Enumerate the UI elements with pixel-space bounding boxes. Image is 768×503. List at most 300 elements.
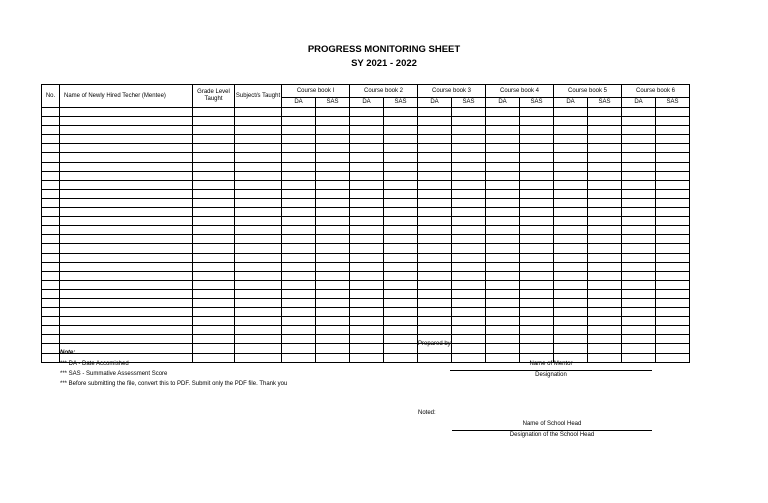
table-cell[interactable] xyxy=(418,189,452,198)
table-cell[interactable] xyxy=(486,117,520,126)
table-cell[interactable] xyxy=(486,317,520,326)
table-cell[interactable] xyxy=(316,262,350,271)
table-cell[interactable] xyxy=(588,108,622,117)
table-cell[interactable] xyxy=(554,280,588,289)
table-cell[interactable] xyxy=(235,344,282,353)
table-cell[interactable] xyxy=(622,308,656,317)
table-cell[interactable] xyxy=(42,289,60,298)
table-cell[interactable] xyxy=(350,271,384,280)
table-cell[interactable] xyxy=(622,335,656,344)
table-cell[interactable] xyxy=(554,153,588,162)
table-cell[interactable] xyxy=(554,226,588,235)
table-cell[interactable] xyxy=(316,208,350,217)
table-cell[interactable] xyxy=(554,144,588,153)
table-cell[interactable] xyxy=(656,298,690,307)
table-cell[interactable] xyxy=(235,144,282,153)
table-cell[interactable] xyxy=(656,335,690,344)
table-cell[interactable] xyxy=(60,289,193,298)
table-cell[interactable] xyxy=(350,108,384,117)
table-cell[interactable] xyxy=(193,271,235,280)
table-cell[interactable] xyxy=(384,280,418,289)
table-cell[interactable] xyxy=(60,226,193,235)
table-cell[interactable] xyxy=(452,280,486,289)
table-cell[interactable] xyxy=(235,153,282,162)
table-cell[interactable] xyxy=(656,308,690,317)
table-cell[interactable] xyxy=(486,244,520,253)
table-cell[interactable] xyxy=(554,126,588,135)
table-cell[interactable] xyxy=(452,180,486,189)
table-cell[interactable] xyxy=(235,298,282,307)
table-cell[interactable] xyxy=(588,198,622,207)
table-cell[interactable] xyxy=(193,244,235,253)
table-cell[interactable] xyxy=(350,262,384,271)
table-cell[interactable] xyxy=(42,198,60,207)
table-cell[interactable] xyxy=(588,180,622,189)
table-cell[interactable] xyxy=(588,189,622,198)
table-cell[interactable] xyxy=(588,298,622,307)
table-cell[interactable] xyxy=(554,171,588,180)
table-cell[interactable] xyxy=(235,235,282,244)
table-cell[interactable] xyxy=(486,208,520,217)
table-cell[interactable] xyxy=(656,117,690,126)
table-cell[interactable] xyxy=(316,144,350,153)
table-cell[interactable] xyxy=(486,262,520,271)
table-cell[interactable] xyxy=(316,271,350,280)
table-cell[interactable] xyxy=(350,162,384,171)
table-cell[interactable] xyxy=(486,198,520,207)
table-cell[interactable] xyxy=(554,317,588,326)
table-cell[interactable] xyxy=(282,262,316,271)
table-cell[interactable] xyxy=(520,189,554,198)
table-cell[interactable] xyxy=(60,108,193,117)
table-cell[interactable] xyxy=(384,244,418,253)
table-cell[interactable] xyxy=(350,317,384,326)
table-cell[interactable] xyxy=(350,280,384,289)
table-cell[interactable] xyxy=(282,144,316,153)
table-cell[interactable] xyxy=(452,335,486,344)
table-cell[interactable] xyxy=(235,135,282,144)
table-cell[interactable] xyxy=(42,353,60,362)
table-cell[interactable] xyxy=(656,353,690,362)
table-cell[interactable] xyxy=(622,171,656,180)
table-cell[interactable] xyxy=(588,317,622,326)
table-cell[interactable] xyxy=(520,135,554,144)
table-cell[interactable] xyxy=(193,126,235,135)
table-cell[interactable] xyxy=(235,189,282,198)
table-cell[interactable] xyxy=(193,217,235,226)
table-cell[interactable] xyxy=(452,208,486,217)
table-cell[interactable] xyxy=(622,235,656,244)
table-cell[interactable] xyxy=(554,217,588,226)
table-cell[interactable] xyxy=(282,317,316,326)
table-cell[interactable] xyxy=(282,335,316,344)
table-cell[interactable] xyxy=(350,289,384,298)
table-cell[interactable] xyxy=(350,153,384,162)
table-cell[interactable] xyxy=(60,244,193,253)
table-cell[interactable] xyxy=(282,208,316,217)
table-cell[interactable] xyxy=(554,335,588,344)
table-cell[interactable] xyxy=(384,262,418,271)
table-cell[interactable] xyxy=(42,144,60,153)
table-cell[interactable] xyxy=(42,335,60,344)
table-cell[interactable] xyxy=(520,271,554,280)
table-cell[interactable] xyxy=(316,126,350,135)
table-cell[interactable] xyxy=(418,353,452,362)
table-cell[interactable] xyxy=(588,144,622,153)
table-cell[interactable] xyxy=(452,108,486,117)
table-cell[interactable] xyxy=(316,280,350,289)
table-cell[interactable] xyxy=(486,298,520,307)
table-cell[interactable] xyxy=(622,144,656,153)
table-cell[interactable] xyxy=(193,189,235,198)
table-cell[interactable] xyxy=(520,280,554,289)
table-cell[interactable] xyxy=(60,189,193,198)
table-cell[interactable] xyxy=(235,280,282,289)
table-cell[interactable] xyxy=(656,280,690,289)
table-cell[interactable] xyxy=(350,126,384,135)
table-cell[interactable] xyxy=(554,208,588,217)
table-cell[interactable] xyxy=(316,298,350,307)
table-cell[interactable] xyxy=(60,335,193,344)
table-cell[interactable] xyxy=(622,280,656,289)
table-cell[interactable] xyxy=(316,353,350,362)
table-cell[interactable] xyxy=(350,217,384,226)
table-cell[interactable] xyxy=(486,144,520,153)
table-cell[interactable] xyxy=(588,117,622,126)
table-cell[interactable] xyxy=(235,317,282,326)
table-cell[interactable] xyxy=(554,308,588,317)
table-cell[interactable] xyxy=(588,162,622,171)
table-cell[interactable] xyxy=(520,108,554,117)
table-cell[interactable] xyxy=(42,317,60,326)
table-cell[interactable] xyxy=(193,108,235,117)
table-cell[interactable] xyxy=(42,235,60,244)
table-cell[interactable] xyxy=(384,162,418,171)
table-cell[interactable] xyxy=(622,162,656,171)
table-cell[interactable] xyxy=(235,271,282,280)
table-cell[interactable] xyxy=(42,308,60,317)
table-cell[interactable] xyxy=(42,344,60,353)
table-cell[interactable] xyxy=(193,198,235,207)
table-cell[interactable] xyxy=(418,235,452,244)
table-cell[interactable] xyxy=(350,226,384,235)
table-cell[interactable] xyxy=(384,108,418,117)
table-cell[interactable] xyxy=(282,353,316,362)
table-cell[interactable] xyxy=(42,153,60,162)
table-cell[interactable] xyxy=(60,317,193,326)
table-cell[interactable] xyxy=(235,217,282,226)
table-cell[interactable] xyxy=(554,298,588,307)
table-cell[interactable] xyxy=(418,317,452,326)
table-cell[interactable] xyxy=(316,235,350,244)
table-cell[interactable] xyxy=(282,271,316,280)
table-cell[interactable] xyxy=(235,126,282,135)
table-cell[interactable] xyxy=(520,226,554,235)
table-cell[interactable] xyxy=(316,135,350,144)
table-cell[interactable] xyxy=(418,117,452,126)
table-cell[interactable] xyxy=(452,117,486,126)
table-cell[interactable] xyxy=(60,326,193,335)
table-cell[interactable] xyxy=(452,162,486,171)
table-cell[interactable] xyxy=(384,271,418,280)
table-cell[interactable] xyxy=(554,262,588,271)
table-cell[interactable] xyxy=(486,335,520,344)
table-cell[interactable] xyxy=(520,344,554,353)
table-cell[interactable] xyxy=(282,253,316,262)
table-cell[interactable] xyxy=(60,153,193,162)
table-cell[interactable] xyxy=(60,162,193,171)
table-cell[interactable] xyxy=(418,153,452,162)
table-cell[interactable] xyxy=(384,217,418,226)
table-cell[interactable] xyxy=(452,126,486,135)
table-cell[interactable] xyxy=(656,217,690,226)
table-cell[interactable] xyxy=(486,171,520,180)
table-cell[interactable] xyxy=(60,271,193,280)
table-cell[interactable] xyxy=(622,253,656,262)
table-cell[interactable] xyxy=(622,135,656,144)
table-cell[interactable] xyxy=(588,226,622,235)
table-cell[interactable] xyxy=(418,126,452,135)
table-cell[interactable] xyxy=(384,135,418,144)
table-cell[interactable] xyxy=(622,217,656,226)
table-cell[interactable] xyxy=(60,280,193,289)
table-cell[interactable] xyxy=(554,108,588,117)
table-cell[interactable] xyxy=(316,308,350,317)
table-cell[interactable] xyxy=(418,144,452,153)
table-cell[interactable] xyxy=(42,180,60,189)
table-cell[interactable] xyxy=(554,326,588,335)
table-cell[interactable] xyxy=(384,153,418,162)
table-cell[interactable] xyxy=(316,317,350,326)
table-cell[interactable] xyxy=(486,162,520,171)
table-cell[interactable] xyxy=(554,271,588,280)
table-cell[interactable] xyxy=(656,189,690,198)
table-cell[interactable] xyxy=(656,226,690,235)
table-cell[interactable] xyxy=(656,271,690,280)
table-cell[interactable] xyxy=(235,171,282,180)
table-cell[interactable] xyxy=(42,217,60,226)
table-cell[interactable] xyxy=(235,198,282,207)
table-cell[interactable] xyxy=(282,298,316,307)
table-cell[interactable] xyxy=(193,171,235,180)
table-cell[interactable] xyxy=(316,108,350,117)
table-cell[interactable] xyxy=(418,280,452,289)
table-cell[interactable] xyxy=(418,208,452,217)
table-cell[interactable] xyxy=(235,262,282,271)
table-cell[interactable] xyxy=(588,171,622,180)
table-cell[interactable] xyxy=(350,208,384,217)
table-cell[interactable] xyxy=(656,171,690,180)
table-cell[interactable] xyxy=(588,217,622,226)
table-cell[interactable] xyxy=(193,153,235,162)
table-cell[interactable] xyxy=(60,144,193,153)
table-cell[interactable] xyxy=(622,317,656,326)
table-cell[interactable] xyxy=(193,335,235,344)
table-cell[interactable] xyxy=(520,262,554,271)
table-cell[interactable] xyxy=(486,108,520,117)
table-cell[interactable] xyxy=(193,180,235,189)
table-cell[interactable] xyxy=(452,253,486,262)
table-cell[interactable] xyxy=(384,189,418,198)
table-cell[interactable] xyxy=(316,335,350,344)
table-cell[interactable] xyxy=(520,235,554,244)
table-cell[interactable] xyxy=(554,244,588,253)
table-cell[interactable] xyxy=(622,226,656,235)
table-cell[interactable] xyxy=(520,217,554,226)
table-cell[interactable] xyxy=(486,189,520,198)
table-cell[interactable] xyxy=(193,262,235,271)
table-cell[interactable] xyxy=(656,108,690,117)
table-cell[interactable] xyxy=(554,180,588,189)
table-cell[interactable] xyxy=(42,271,60,280)
table-cell[interactable] xyxy=(316,162,350,171)
table-cell[interactable] xyxy=(193,135,235,144)
table-cell[interactable] xyxy=(588,235,622,244)
table-cell[interactable] xyxy=(60,198,193,207)
table-cell[interactable] xyxy=(193,317,235,326)
table-cell[interactable] xyxy=(350,344,384,353)
table-cell[interactable] xyxy=(316,171,350,180)
table-cell[interactable] xyxy=(418,217,452,226)
table-cell[interactable] xyxy=(193,162,235,171)
table-cell[interactable] xyxy=(60,262,193,271)
table-cell[interactable] xyxy=(282,280,316,289)
table-cell[interactable] xyxy=(282,226,316,235)
table-cell[interactable] xyxy=(452,235,486,244)
table-cell[interactable] xyxy=(384,180,418,189)
table-cell[interactable] xyxy=(554,344,588,353)
table-cell[interactable] xyxy=(384,253,418,262)
table-cell[interactable] xyxy=(486,253,520,262)
table-cell[interactable] xyxy=(520,289,554,298)
table-cell[interactable] xyxy=(452,189,486,198)
table-cell[interactable] xyxy=(452,135,486,144)
table-cell[interactable] xyxy=(520,153,554,162)
table-cell[interactable] xyxy=(316,244,350,253)
table-cell[interactable] xyxy=(316,198,350,207)
table-cell[interactable] xyxy=(588,344,622,353)
table-cell[interactable] xyxy=(554,117,588,126)
table-cell[interactable] xyxy=(418,308,452,317)
table-cell[interactable] xyxy=(316,344,350,353)
table-cell[interactable] xyxy=(316,289,350,298)
table-cell[interactable] xyxy=(316,153,350,162)
table-cell[interactable] xyxy=(418,180,452,189)
table-cell[interactable] xyxy=(656,244,690,253)
table-cell[interactable] xyxy=(656,162,690,171)
table-cell[interactable] xyxy=(622,344,656,353)
table-cell[interactable] xyxy=(384,326,418,335)
table-cell[interactable] xyxy=(588,153,622,162)
table-cell[interactable] xyxy=(350,308,384,317)
table-cell[interactable] xyxy=(282,135,316,144)
table-cell[interactable] xyxy=(622,108,656,117)
table-cell[interactable] xyxy=(193,208,235,217)
table-cell[interactable] xyxy=(42,189,60,198)
table-cell[interactable] xyxy=(384,226,418,235)
table-cell[interactable] xyxy=(193,353,235,362)
table-cell[interactable] xyxy=(520,198,554,207)
table-cell[interactable] xyxy=(235,108,282,117)
table-cell[interactable] xyxy=(622,289,656,298)
table-cell[interactable] xyxy=(452,344,486,353)
table-cell[interactable] xyxy=(316,189,350,198)
table-cell[interactable] xyxy=(42,126,60,135)
table-cell[interactable] xyxy=(622,189,656,198)
table-cell[interactable] xyxy=(656,253,690,262)
table-cell[interactable] xyxy=(588,126,622,135)
table-cell[interactable] xyxy=(282,344,316,353)
table-cell[interactable] xyxy=(656,262,690,271)
table-cell[interactable] xyxy=(452,153,486,162)
table-cell[interactable] xyxy=(656,198,690,207)
table-cell[interactable] xyxy=(486,271,520,280)
table-cell[interactable] xyxy=(235,180,282,189)
table-cell[interactable] xyxy=(656,289,690,298)
table-cell[interactable] xyxy=(350,117,384,126)
table-cell[interactable] xyxy=(452,226,486,235)
table-cell[interactable] xyxy=(193,298,235,307)
table-cell[interactable] xyxy=(42,171,60,180)
table-cell[interactable] xyxy=(316,253,350,262)
table-cell[interactable] xyxy=(656,208,690,217)
table-cell[interactable] xyxy=(193,235,235,244)
table-cell[interactable] xyxy=(282,289,316,298)
table-cell[interactable] xyxy=(350,171,384,180)
table-cell[interactable] xyxy=(656,344,690,353)
table-cell[interactable] xyxy=(486,289,520,298)
table-cell[interactable] xyxy=(622,262,656,271)
table-cell[interactable] xyxy=(60,253,193,262)
table-cell[interactable] xyxy=(656,126,690,135)
table-cell[interactable] xyxy=(520,326,554,335)
table-cell[interactable] xyxy=(486,235,520,244)
table-cell[interactable] xyxy=(384,171,418,180)
table-cell[interactable] xyxy=(350,189,384,198)
table-cell[interactable] xyxy=(622,208,656,217)
table-cell[interactable] xyxy=(622,126,656,135)
table-cell[interactable] xyxy=(282,153,316,162)
table-cell[interactable] xyxy=(316,326,350,335)
table-cell[interactable] xyxy=(60,298,193,307)
table-cell[interactable] xyxy=(235,208,282,217)
table-cell[interactable] xyxy=(193,289,235,298)
table-cell[interactable] xyxy=(235,326,282,335)
table-cell[interactable] xyxy=(282,326,316,335)
table-cell[interactable] xyxy=(193,280,235,289)
table-cell[interactable] xyxy=(60,344,193,353)
table-cell[interactable] xyxy=(486,226,520,235)
table-cell[interactable] xyxy=(235,308,282,317)
table-cell[interactable] xyxy=(235,253,282,262)
table-cell[interactable] xyxy=(520,171,554,180)
table-cell[interactable] xyxy=(588,262,622,271)
table-cell[interactable] xyxy=(418,108,452,117)
table-cell[interactable] xyxy=(193,308,235,317)
table-cell[interactable] xyxy=(486,135,520,144)
table-cell[interactable] xyxy=(486,344,520,353)
table-cell[interactable] xyxy=(42,244,60,253)
table-cell[interactable] xyxy=(520,308,554,317)
table-cell[interactable] xyxy=(316,226,350,235)
table-cell[interactable] xyxy=(418,171,452,180)
table-cell[interactable] xyxy=(60,117,193,126)
table-cell[interactable] xyxy=(588,135,622,144)
table-cell[interactable] xyxy=(452,217,486,226)
table-cell[interactable] xyxy=(384,298,418,307)
table-cell[interactable] xyxy=(350,244,384,253)
table-cell[interactable] xyxy=(588,326,622,335)
